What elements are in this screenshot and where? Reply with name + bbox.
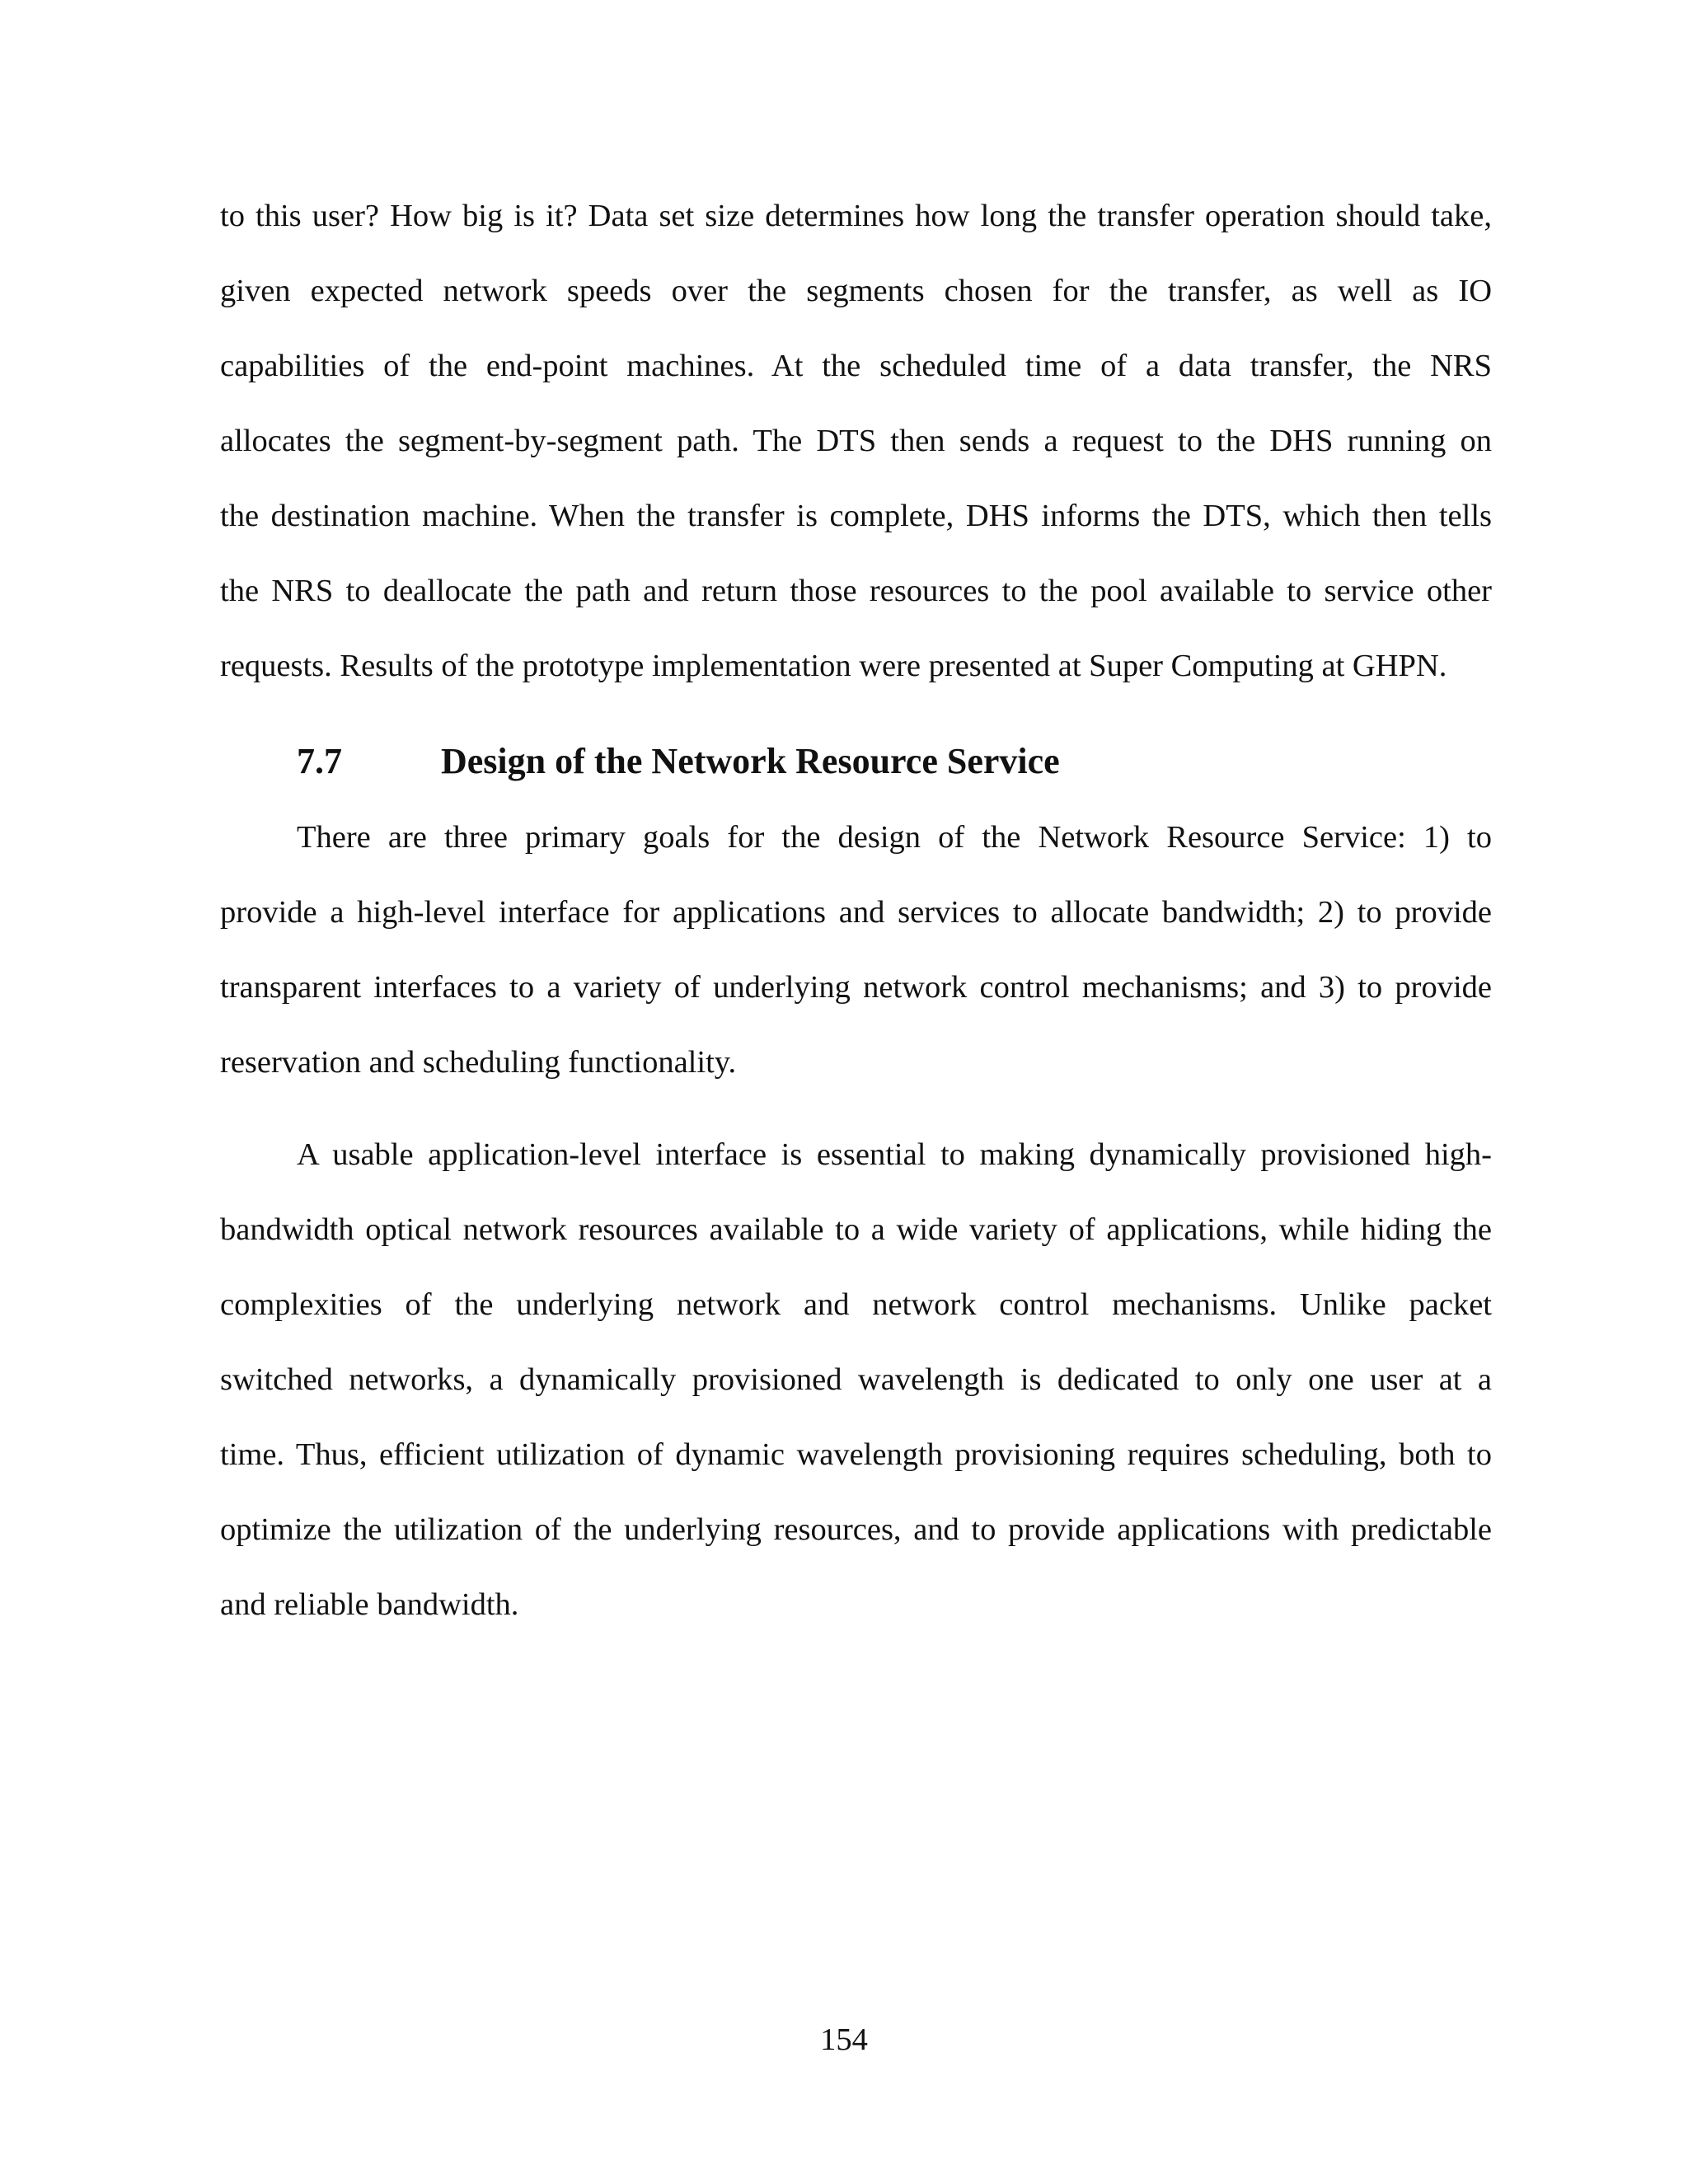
paragraph-line: requests. Results of the prototype implementation were presented at Super Computing at GHPN.: [220, 649, 1447, 683]
paragraph-line: capabilities of the end-point machines. At the scheduled time of a data transfer, the NRS: [220, 349, 1492, 383]
paragraph-line: and reliable bandwidth.: [220, 1587, 519, 1622]
paragraph-line: provide a high-level interface for applications and services to allocate bandwidth; 2) to provide: [220, 895, 1492, 930]
paragraph-line: the destination machine. When the transfer is complete, DHS informs the DTS, which then tells: [220, 499, 1492, 533]
paragraph-line: switched networks, a dynamically provisioned wavelength is dedicated to only one user at a: [220, 1362, 1492, 1397]
paragraph-line: given expected network speeds over the segments chosen for the transfer, as well as IO: [220, 274, 1492, 308]
paragraph-line: time. Thus, efficient utilization of dynamic wavelength provisioning requires scheduling, both to: [220, 1437, 1492, 1472]
section-title: Design of the Network Resource Service: [441, 741, 1060, 781]
paragraph-line: the NRS to deallocate the path and return those resources to the pool available to service other: [220, 574, 1492, 608]
paragraph-line: transparent interfaces to a variety of underlying network control mechanisms; and 3) to provide: [220, 970, 1492, 1005]
page-number: 154: [820, 2022, 868, 2057]
paragraph-line: bandwidth optical network resources available to a wide variety of applications, while hiding the: [220, 1212, 1492, 1247]
paragraph-line: A usable application-level interface is essential to making dynamically provisioned high-: [297, 1137, 1492, 1172]
section-number: 7.7: [297, 741, 342, 781]
paragraph-line: optimize the utilization of the underlying resources, and to provide applications with predictable: [220, 1512, 1492, 1547]
paragraph-line: to this user? How big is it? Data set size determines how long the transfer operation should take,: [220, 199, 1492, 233]
paragraph-line: complexities of the underlying network and network control mechanisms. Unlike packet: [220, 1287, 1492, 1322]
paragraph-line: allocates the segment-by-segment path. The DTS then sends a request to the DHS running on: [220, 424, 1492, 458]
paragraph-line: reservation and scheduling functionality.: [220, 1045, 737, 1080]
paragraph-line: There are three primary goals for the design of the Network Resource Service: 1) to: [297, 820, 1492, 855]
